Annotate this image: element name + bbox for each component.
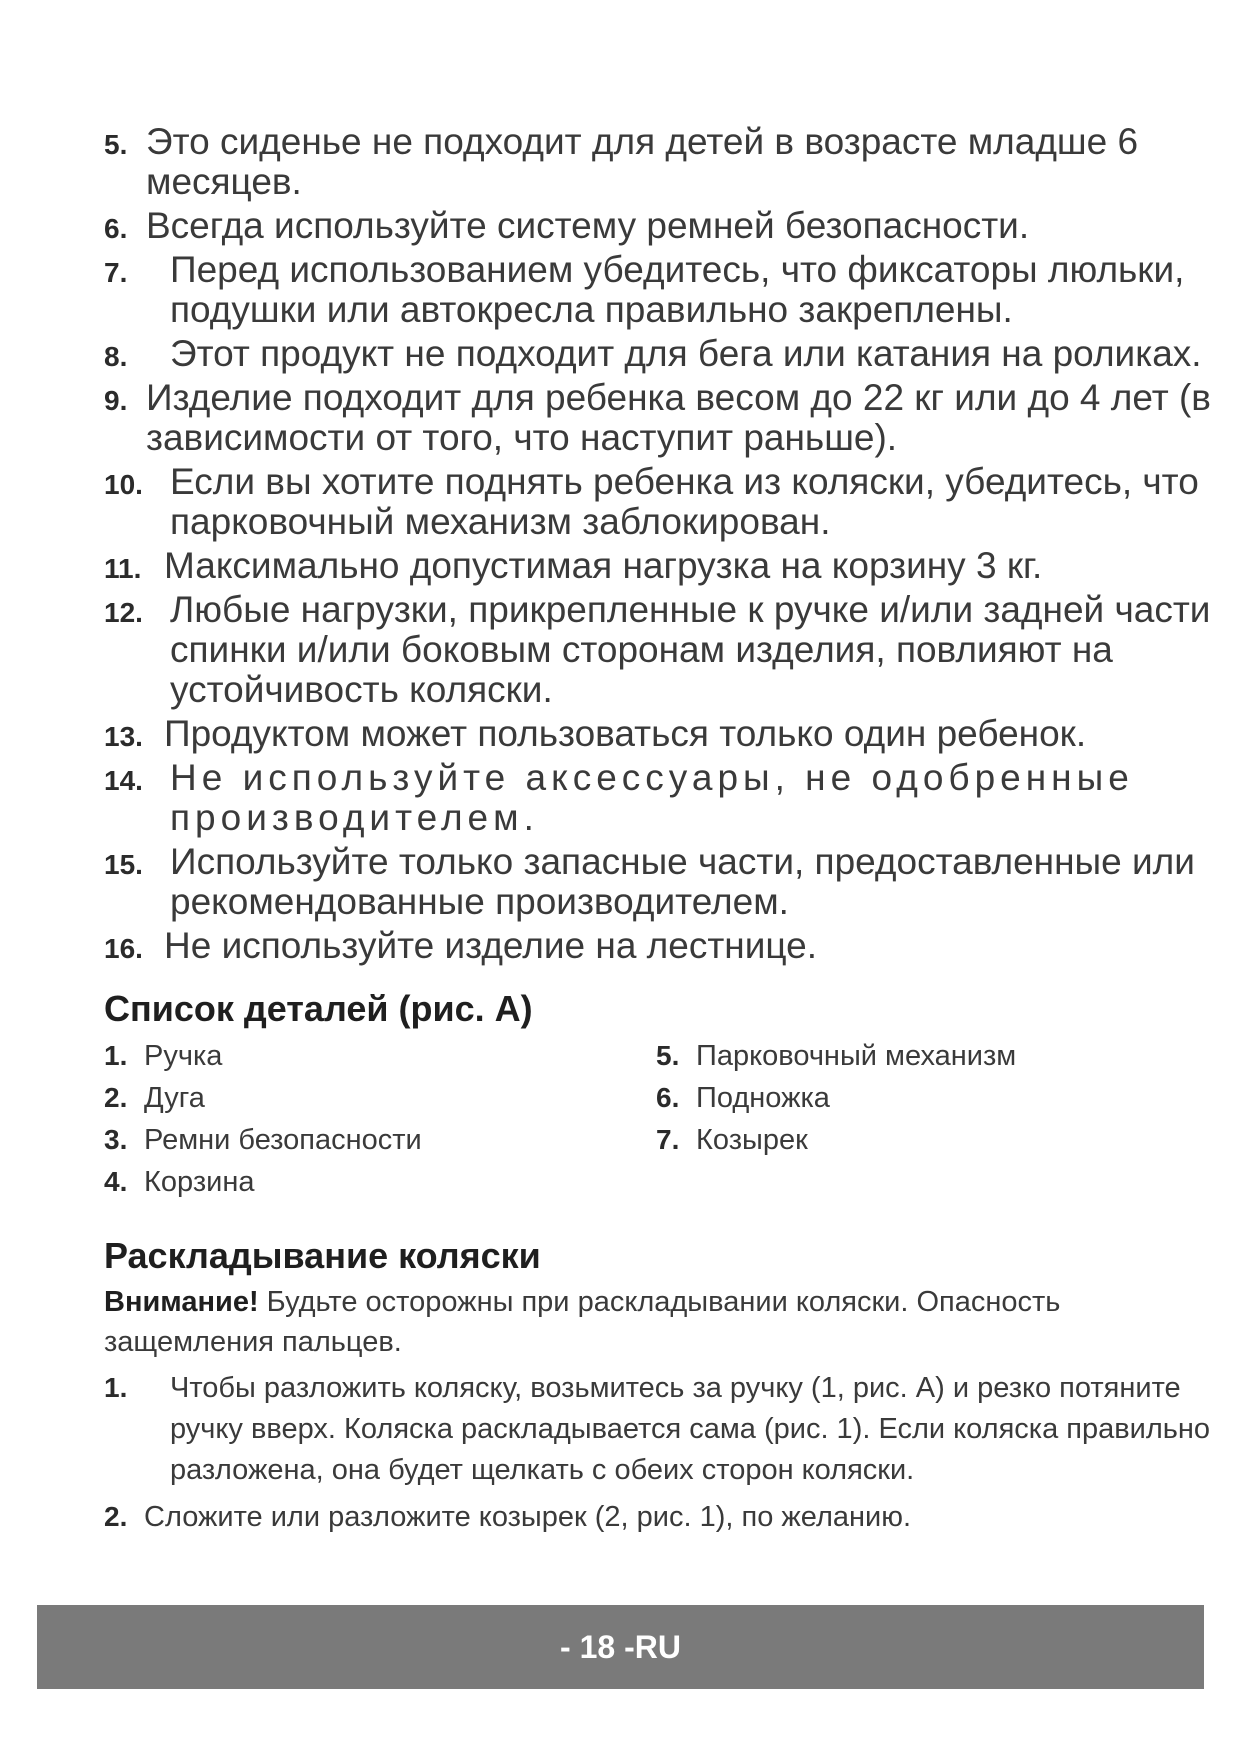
item-text: Всегда используйте систему ремней безопасности. [146,205,1030,246]
item-number: 7. [656,1124,680,1155]
item-text: Используйте только запасные части, предоставленные или рекомендованные производителем. [170,841,1195,922]
list-item [104,1166,624,1208]
list-item [656,1040,1176,1082]
list-item [104,462,1214,542]
item-text: Подножка [696,1082,830,1114]
item-number: 7. [104,257,128,288]
item-text: Не используйте изделие на лестнице. [164,925,818,966]
item-number: 2. [104,1501,128,1532]
item-text: Любые нагрузки, прикрепленные к ручке и/или задней части спинки и/или боковым сторонам изделия, повлияют на устойчивость коляски. [170,589,1211,710]
item-text: Это сиденье не подходит для детей в возрасте младше 6 месяцев. [146,121,1139,202]
page-footer [37,1605,1204,1689]
list-item [104,842,1214,922]
list-item [104,334,1214,374]
item-number: 10. [104,469,143,500]
item-text: Козырек [696,1124,808,1156]
item-text: Ручка [144,1040,223,1072]
item-number: 16. [104,933,143,964]
item-number: 11. [104,553,142,584]
list-item [104,1124,624,1166]
item-number: 6. [104,213,128,244]
item-text: Ремни безопасности [144,1124,422,1156]
item-text: Дуга [144,1082,205,1114]
item-number: 5. [656,1040,680,1071]
list-item [104,714,1214,754]
item-number: 6. [656,1082,680,1113]
item-text: Этот продукт не подходит для бега или катания на роликах. [170,333,1202,374]
list-item [656,1124,1176,1166]
item-number: 12. [104,597,143,628]
list-item [104,122,1214,202]
item-number: 2. [104,1082,128,1113]
safety-list [104,122,1214,970]
list-item [104,378,1214,458]
list-item [104,1497,1214,1538]
warning-paragraph [104,1282,1214,1362]
list-item [104,758,1214,838]
item-text: Чтобы разложить коляску, возьмитесь за ручку (1, рис. A) и резко потяните ручку вверх. Коляска раскладывается сама (рис. 1). Если коляска правильно разложена, она будет щелкать с обеих сторон коляски. [170,1372,1211,1486]
warning-label: Внимание! [104,1286,259,1318]
item-number: 5. [104,129,128,160]
item-text: Парковочный механизм [696,1040,1017,1072]
item-text: Изделие подходит для ребенка весом до 22 кг или до 4 лет (в зависимости от того, что наступит раньше). [146,377,1211,458]
item-number: 15. [104,849,143,880]
parts-list-left [104,1040,624,1208]
list-item [104,206,1214,246]
list-item [104,250,1214,330]
item-number: 4. [104,1166,128,1197]
list-item [104,1040,624,1082]
unfold-steps [104,1368,1214,1544]
item-number: 14. [104,765,143,796]
warning-text: Будьте осторожны при раскладывании коляски. Опасность защемления пальцев. [104,1286,1061,1358]
list-item [104,590,1214,710]
page-number: - 18 -RU [560,1628,681,1665]
parts-list-right [656,1040,1176,1166]
list-item [656,1082,1176,1124]
item-text: Если вы хотите поднять ребенка из коляски, убедитесь, что парковочный механизм заблокирован. [170,461,1199,542]
list-item [104,926,1214,966]
list-item [104,1368,1214,1491]
item-number: 9. [104,385,128,416]
item-number: 1. [104,1372,128,1403]
unfold-heading: Раскладывание коляски [104,1235,541,1276]
item-text: Корзина [144,1166,255,1198]
item-text: Продуктом может пользоваться только один ребенок. [164,713,1087,754]
item-number: 13. [104,721,143,752]
list-item [104,1082,624,1124]
item-text: Не используйте аксессуары, не одобренные производителем. [170,757,1134,838]
item-number: 3. [104,1124,128,1155]
item-text: Максимально допустимая нагрузка на корзину 3 кг. [164,545,1043,586]
item-number: 8. [104,341,128,372]
parts-heading: Список деталей (рис. A) [104,988,533,1029]
list-item [104,546,1214,586]
item-text: Сложите или разложите козырек (2, рис. 1), по желанию. [144,1501,912,1533]
item-text: Перед использованием убедитесь, что фиксаторы люльки, подушки или автокресла правильно закреплены. [170,249,1185,330]
item-number: 1. [104,1040,128,1071]
